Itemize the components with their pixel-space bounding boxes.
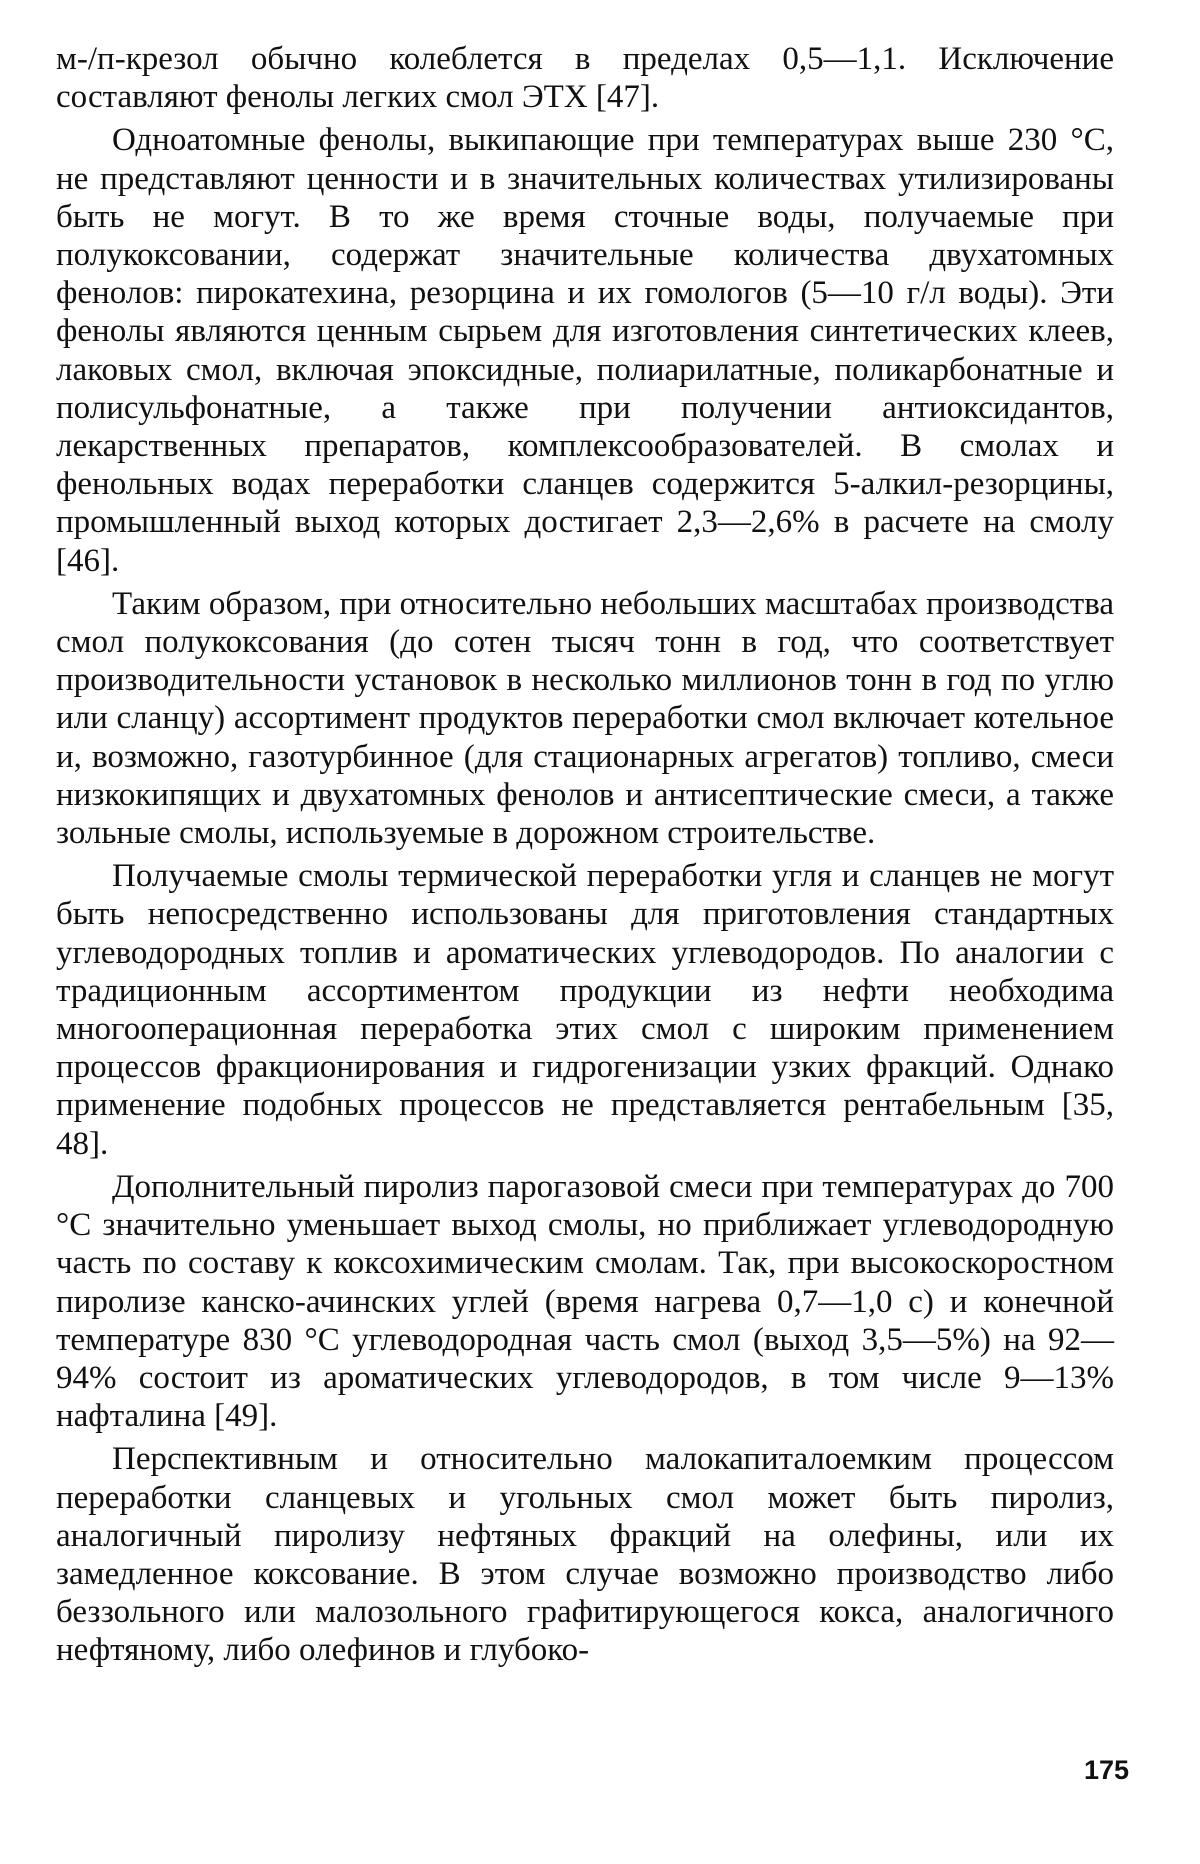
- paragraph-prospective-process: Перспективным и относительно малокапиталоемким процессом переработки сланцевых и угольных смол может быть пиролиз, аналогичный пиролизу нефтяных фракций на олефины, или их замедленное коксование. В этом случае возможно производство либо беззольного или малозольного графитирующегося кокса, аналогичного нефтяному, либо олефинов и глубоко-: [56, 1441, 1114, 1669]
- page-number: 175: [1084, 1755, 1130, 1785]
- paragraph-monohydric-phenols: Одноатомные фенолы, выкипающие при температурах выше 230 °С, не представляют ценности и в значительных количествах утилизированы быть не могут. В то же время сточные воды, получаемые при полукоксовании, содержат значительные количества двухатомных фенолов: пирокатехина, резорцина и их гомологов (5—10 г/л воды). Эти фенолы являются ценным сырьем для изготовления синтетических клеев, лаковых смол, включая эпоксидные, полиарилатные, поликарбонатные и полисульфонатные, а также при получении антиоксидантов, лекарственных препаратов, комплексообразователей. В смолах и фенольных водах переработки сланцев содержится 5-алкил-резорцины, промышленный выход которых достигает 2,3—2,6% в расчете на смолу [46].: [56, 122, 1114, 579]
- paragraph-additional-pyrolysis: Дополнительный пиролиз парогазовой смеси при температурах до 700 °С значительно уменьшает выход смолы, но приближает углеводородную часть по составу к коксохимическим смолам. Так, при высокоскоростном пиролизе канско-ачинских углей (время нагрева 0,7—1,0 с) и конечной температуре 830 °С углеводородная часть смол (выход 3,5—5%) на 92—94% состоит из ароматических углеводородов, в том числе 9—13% нафталина [49].: [56, 1168, 1114, 1435]
- paragraph-resin-processing: Получаемые смолы термической переработки угля и сланцев не могут быть непосредственно использованы для приготовления стандартных углеводородных топлив и ароматических углеводородов. По аналогии с традиционным ассортиментом продукции из нефти необходима многооперационная переработка этих смол с широким применением процессов фракционирования и гидрогенизации узких фракций. Однако применение подобных процессов не представляется рентабельным [35, 48].: [56, 858, 1114, 1162]
- paragraph-product-assortment: Таким образом, при относительно небольших масштабах производства смол полукоксования (до сотен тысяч тонн в год, что соответствует производительности установок в несколько миллионов тонн в год по углю или сланцу) ассортимент продуктов переработки смол включает котельное и, возможно, газотурбинное (для стационарных агрегатов) топливо, смеси низкокипящих и двухатомных фенолов и антисептические смеси, а также зольные смолы, используемые в дорожном строительстве.: [56, 585, 1114, 852]
- paragraph-continuation: м-/п-крезол обычно колеблется в пределах 0,5—1,1. Исключение составляют фенолы легких смол ЭТХ [47].: [56, 41, 1114, 116]
- page-body: [56, 40, 1114, 1675]
